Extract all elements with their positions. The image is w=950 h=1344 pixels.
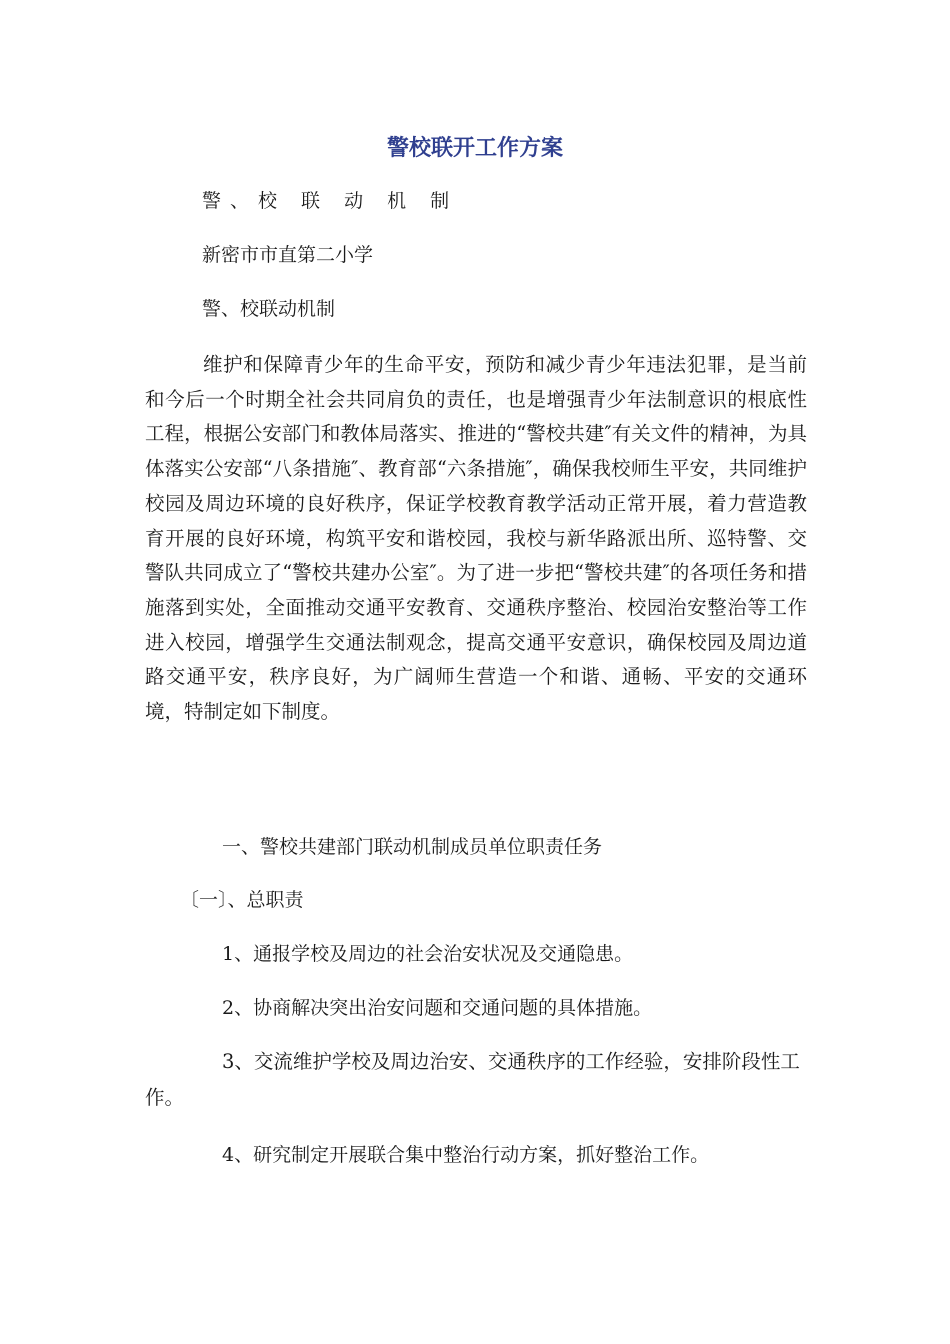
- heading-mechanism: 警、校联动机制: [202, 298, 336, 320]
- document-title: 警校联开工作方案: [386, 136, 563, 161]
- list-item: 2、协商解决突出治安问题和交通问题的具体措施。: [222, 997, 653, 1019]
- intro-paragraph: 维护和保障青少年的生命平安，预防和减少青少年违法犯罪，是当前和今后一个时期全社会共同肩负的责任，也是增强青少年法制意识的根底性工程，根据公安部门和教体局落实、推进的“警校共建″有关文件的精神，为具体落实公安部“八条措施″、教育部“六条措施″，确保我校师生平安，共同维护校园及周边环境的良好秩序，保证学校教育教学活动正常开展，着力营造教育开展的良好环境，构筑平安和谐校园，我校与新华路派出所、巡特警、交警队共同成立了“警校共建办公室″。为了进一步把“警校共建″的各项任务和措施落到实处，全面推动交通平安教育、交通秩序整治、校园治安整治等工作进入校园，增强学生交通法制观念，提高交通平安意识，确保校园及周边道路交通平安，秩序良好，为广阔师生营造一个和谐、通畅、平安的交通环境，特制定如下制度。: [145, 353, 807, 724]
- heading-mechanism-spaced: 警、校 联 动 机 制: [202, 190, 459, 212]
- school-name: 新密市市直第二小学: [202, 244, 374, 266]
- list-item: 4、研究制定开展联合集中整治行动方案，抓好整治工作。: [222, 1144, 710, 1166]
- list-item: 1、通报学校及周边的社会治安状况及交通隐患。: [222, 943, 634, 965]
- list-item: 3、交流维护学校及周边治安、交通秩序的工作经验，安排阶段性工作。: [145, 1050, 800, 1109]
- section-title: 一、警校共建部门联动机制成员单位职责任务: [222, 836, 603, 858]
- subsection-title: 〔一〕、总职责: [180, 889, 304, 911]
